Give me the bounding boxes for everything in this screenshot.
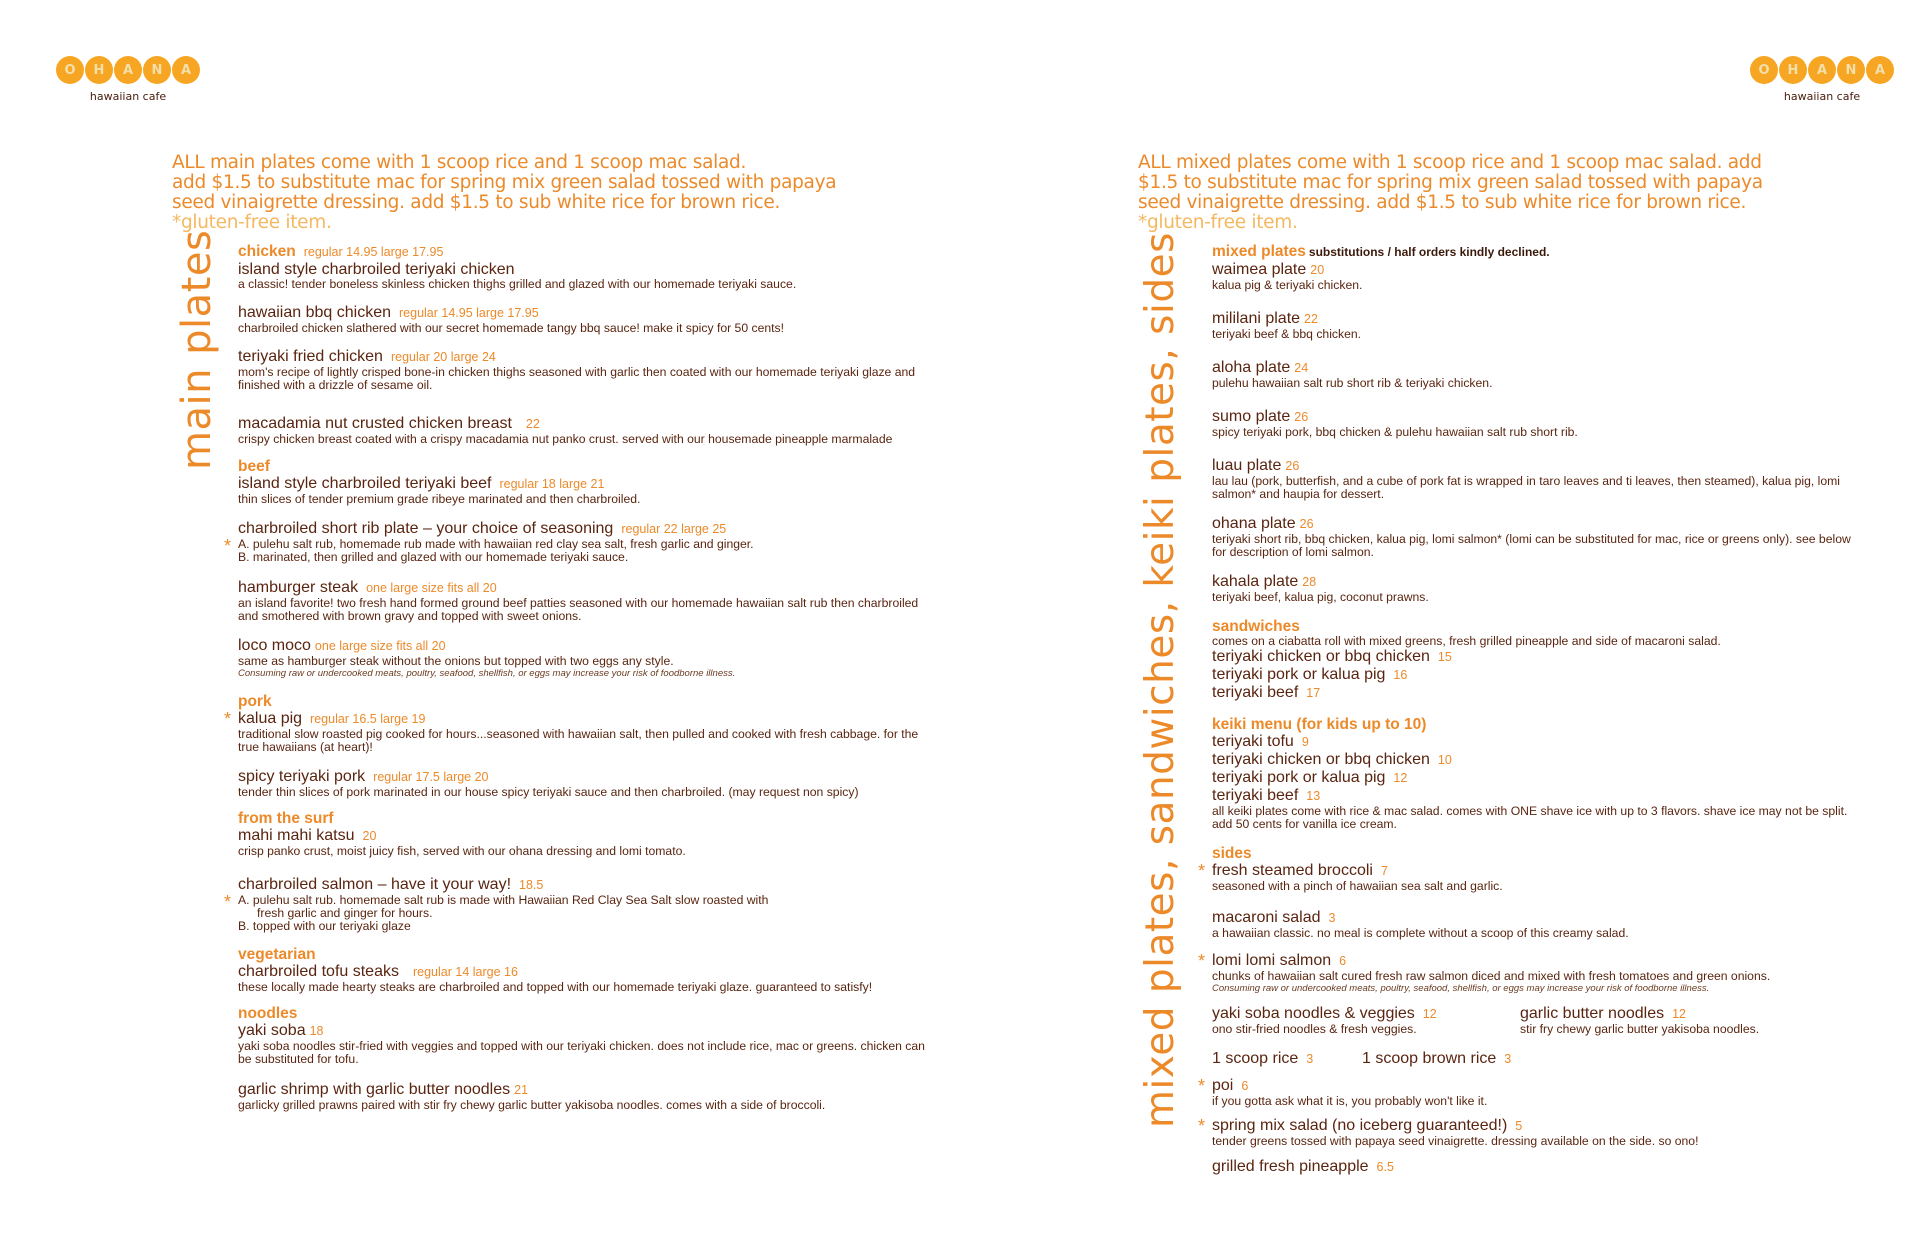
item-desc: these locally made hearty steaks are charbroiled and topped with our homemade teriyaki glaze. guaranteed to satisfy! <box>238 980 873 994</box>
item-price: 28 <box>1302 575 1317 589</box>
main-plates-vertical-title: main plates <box>174 229 220 470</box>
logo-letter: H <box>1779 56 1807 84</box>
item-desc: charbroiled chicken slathered with our secret homemade tangy bbq sauce! make it spicy for 50 cents! <box>238 321 785 335</box>
item-desc: garlicky grilled prawns paired with stir fry chewy garlic butter yakisoba noodles. comes with a side of broccoli. <box>238 1098 826 1112</box>
item-price: 22 <box>525 417 540 431</box>
section-sides: sides <box>1212 845 1252 862</box>
menu-item <box>1212 1005 1520 1036</box>
menu-item <box>238 963 928 994</box>
sides-row <box>1212 1050 1862 1068</box>
menu-item <box>224 709 928 754</box>
intro-line: ALL mixed plates come with 1 scoop rice and 1 scoop mac salad. add <box>1138 152 1762 173</box>
section-desc: all keiki plates come with rice & mac salad. comes with ONE shave ice with up to 3 flavors. shave ice may not be split. add 50 cents for vanilla ice cream. <box>1212 804 1848 831</box>
item-desc: crisp panko crust, moist juicy fish, served with our ohana dressing and lomi tomato. <box>238 844 686 858</box>
item-name: luau plate <box>1212 457 1282 474</box>
item-name: island style charbroiled teriyaki beef <box>238 475 492 492</box>
item-name: ohana plate <box>1212 515 1296 532</box>
item-desc: ono stir-fried noodles & fresh veggies. <box>1212 1022 1417 1036</box>
item-price: 24 <box>1294 361 1309 375</box>
ohana-logo-right <box>1750 56 1894 103</box>
item-desc: yaki soba noodles stir-fried with veggies and topped with our teriyaki chicken. does not include rice, mac or greens. chicken can be substituted for tofu. <box>238 1039 925 1066</box>
logo-letters <box>56 56 200 84</box>
item-price: 12 <box>1672 1007 1686 1021</box>
menu-item <box>1212 310 1862 341</box>
menu-item <box>1212 359 1862 390</box>
section-keiki-menu: keiki menu (for kids up to 10) <box>1212 716 1427 733</box>
logo-letter: A <box>114 56 142 84</box>
item-desc: B. marinated, then grilled and glazed with our homemade teriyaki sauce. <box>238 550 629 564</box>
item-desc: seasoned with a pinch of hawaiian sea salt and garlic. <box>1212 879 1503 893</box>
menu-item <box>224 520 928 564</box>
mixed-plates-vertical-title: mixed plates, sandwiches, keiki plates, sides <box>1138 232 1183 1128</box>
menu-item <box>1212 573 1862 604</box>
item-price: 16 <box>1393 668 1408 682</box>
item-name: aloha plate <box>1212 359 1291 376</box>
section-mixed-plates <box>1212 243 1862 261</box>
item-name: kahala plate <box>1212 573 1299 590</box>
section-beef: beef <box>238 458 270 475</box>
item-price: 10 <box>1437 753 1452 767</box>
section-title: mixed plates <box>1212 243 1306 260</box>
logo-letters <box>1750 56 1894 84</box>
item-price: 9 <box>1301 735 1309 749</box>
item-price: 18 <box>309 1024 324 1038</box>
intro-line: seed vinaigrette dressing. add $1.5 to sub white rice for brown rice. <box>172 192 781 213</box>
item-name: charbroiled salmon – have it your way! <box>238 876 512 893</box>
ohana-logo-left <box>56 56 200 103</box>
item-price: 3 <box>1328 911 1336 925</box>
gluten-free-star-icon: * <box>1198 861 1206 881</box>
logo-letter: A <box>172 56 200 84</box>
menu-item <box>238 1081 928 1112</box>
item-desc: chunks of hawaiian salt cured fresh raw salmon diced and mixed with fresh tomatoes and green onions. <box>1212 969 1771 983</box>
section-vegetarian: vegetarian <box>238 946 316 963</box>
item-price: 26 <box>1294 410 1309 424</box>
item-desc: A. pulehu salt rub, homemade rub made with hawaiian red clay sea salt, fresh garlic and ginger. <box>238 537 754 551</box>
item-name: waimea plate <box>1212 261 1307 278</box>
item-price: 12 <box>1393 771 1408 785</box>
item-price: regular 16.5 large 19 <box>310 712 426 726</box>
item-price: 17 <box>1306 686 1321 700</box>
menu-item <box>1212 261 1862 292</box>
item-desc: same as hamburger steak without the onions but topped with two eggs any style. <box>238 654 674 668</box>
item-desc: mom's recipe of lightly crisped bone-in chicken thighs seasoned with garlic then coated with our homemade teriyaki glaze and finished with a drizzle of sesame oil. <box>238 365 916 392</box>
menu-item <box>238 348 928 392</box>
item-name: sumo plate <box>1212 408 1291 425</box>
menu-item <box>1198 861 1862 893</box>
section-from-the-surf: from the surf <box>238 810 334 827</box>
gluten-free-star-icon: * <box>1198 1116 1206 1136</box>
logo-letter: N <box>143 56 171 84</box>
item-name: charbroiled short rib plate – your choice of seasoning <box>238 520 614 537</box>
menu-item <box>238 579 928 623</box>
mixed-plates-intro <box>1138 153 1838 233</box>
item-name: teriyaki pork or kalua pig <box>1212 769 1386 786</box>
item-price: regular 14.95 large 17.95 <box>399 306 539 320</box>
item-name: poi <box>1212 1077 1234 1094</box>
menu-item <box>1212 751 1862 769</box>
item-price: 20 <box>362 829 377 843</box>
foodborne-warning: Consuming raw or undercooked meats, poultry, seafood, shellfish, or eggs may increase your risk of foodborne illness. <box>238 668 736 679</box>
item-price: 6 <box>1339 954 1347 968</box>
menu-item <box>1212 457 1862 501</box>
section-note: substitutions / half orders kindly declined. <box>1308 245 1550 259</box>
menu-item <box>238 261 928 291</box>
item-desc: teriyaki beef & bbq chicken. <box>1212 327 1362 341</box>
item-name: yaki soba <box>238 1022 306 1039</box>
item-name: macaroni salad <box>1212 909 1321 926</box>
item-desc: teriyaki beef, kalua pig, coconut prawns. <box>1212 590 1429 604</box>
item-price: regular 14 large 16 <box>412 965 518 979</box>
menu-item <box>1520 1005 1759 1036</box>
section-prices: regular 14.95 large 17.95 <box>303 245 444 259</box>
item-name: spicy teriyaki pork <box>238 768 366 785</box>
item-price: 13 <box>1306 789 1321 803</box>
item-desc: crispy chicken breast coated with a crispy macadamia nut panko crust. served with our housemade pineapple marmalade <box>238 432 893 446</box>
menu-item <box>1212 408 1862 439</box>
item-price: 18.5 <box>519 878 544 892</box>
item-price: one large size fits all 20 <box>366 581 497 595</box>
item-price: 20 <box>1310 263 1325 277</box>
logo-letter: A <box>1808 56 1836 84</box>
gluten-free-star-icon: * <box>224 709 232 729</box>
item-desc: lau lau (pork, butterfish, and a cube of pork fat is wrapped in taro leaves and ti leaves, then steamed), kalua pig, lomi salmon* and haupia for dessert. <box>1212 474 1841 501</box>
item-name: charbroiled tofu steaks <box>238 963 399 980</box>
menu-item <box>238 1022 928 1066</box>
item-price: 21 <box>514 1083 529 1097</box>
intro-line: add $1.5 to substitute mac for spring mix green salad tossed with papaya <box>172 172 837 193</box>
intro-line: $1.5 to substitute mac for spring mix green salad tossed with papaya <box>1138 172 1763 193</box>
gluten-free-star-icon: * <box>1198 1076 1206 1096</box>
item-name: loco moco <box>238 637 311 654</box>
menu-item <box>238 827 928 858</box>
item-name: mahi mahi katsu <box>238 827 355 844</box>
item-name: spring mix salad (no iceberg guaranteed!) <box>1212 1117 1508 1134</box>
logo-letter: O <box>1750 56 1778 84</box>
item-price: 15 <box>1437 650 1452 664</box>
item-price: 26 <box>1299 517 1314 531</box>
item-desc: traditional slow roasted pig cooked for hours...seasoned with hawaiian salt, then pulled and cooked with fresh cabbage. for the true hawaiians (at heart)! <box>238 727 919 754</box>
menu-item <box>238 475 928 506</box>
menu-item <box>238 415 928 446</box>
item-desc: spicy teriyaki pork, bbq chicken & pulehu hawaiian salt rub short rib. <box>1212 425 1578 439</box>
item-desc: B. topped with our teriyaki glaze <box>238 919 411 933</box>
item-price: regular 17.5 large 20 <box>373 770 489 784</box>
logo-letter: N <box>1837 56 1865 84</box>
logo-subtitle: hawaiian cafe <box>1783 90 1861 103</box>
item-desc: pulehu hawaiian salt rub short rib & teriyaki chicken. <box>1212 376 1493 390</box>
sides-row <box>1212 1005 1862 1036</box>
item-price: 22 <box>1304 312 1318 326</box>
item-name: teriyaki pork or kalua pig <box>1212 666 1386 683</box>
item-name: island style charbroiled teriyaki chicken <box>238 261 515 278</box>
item-name: hawaiian bbq chicken <box>238 304 391 321</box>
item-desc: fresh garlic and ginger for hours. <box>257 906 433 920</box>
item-desc: tender greens tossed with papaya seed vinaigrette. dressing available on the side. so ono! <box>1212 1134 1699 1148</box>
item-name: teriyaki chicken or bbq chicken <box>1212 648 1430 665</box>
menu-item <box>238 768 928 799</box>
item-name: teriyaki beef <box>1212 787 1299 804</box>
menu-item <box>238 304 928 335</box>
logo-letter: H <box>85 56 113 84</box>
item-price: regular 18 large 21 <box>499 477 605 491</box>
item-desc: an island favorite! two fresh hand formed ground beef patties seasoned with our homemade hawaiian salt rub then charbroiled and smothered with brown gravy and topped with sweet onions. <box>238 596 919 623</box>
item-desc: A. pulehu salt rub. homemade salt rub is made with Hawaiian Red Clay Sea Salt slow roasted with <box>238 893 769 907</box>
item-price: 5 <box>1515 1119 1523 1133</box>
item-price: 3 <box>1504 1052 1512 1066</box>
item-desc: a classic! tender boneless skinless chicken thighs grilled and glazed with our homemade teriyaki sauce. <box>238 277 797 291</box>
menu-item <box>224 876 928 933</box>
gluten-free-star-icon: * <box>1198 951 1206 971</box>
item-desc: if you gotta ask what it is, you probably won't like it. <box>1212 1094 1488 1108</box>
item-desc: tender thin slices of pork marinated in our house spicy teriyaki sauce and then charbroiled. (may request non spicy) <box>238 785 859 799</box>
item-desc: thin slices of tender premium grade ribeye marinated and then charbroiled. <box>238 492 641 506</box>
menu-item <box>1212 684 1862 702</box>
main-plates-column <box>224 243 928 1112</box>
menu-item <box>1212 515 1862 559</box>
section-pork: pork <box>238 693 272 710</box>
menu-item <box>1198 1116 1862 1148</box>
item-price: regular 22 large 25 <box>621 522 727 536</box>
item-price: 6 <box>1241 1079 1249 1093</box>
item-name: teriyaki beef <box>1212 684 1299 701</box>
gluten-free-star-icon: * <box>224 892 232 912</box>
menu-item <box>1212 648 1862 666</box>
item-price: one large size fits all 20 <box>314 639 446 653</box>
item-price: 7 <box>1380 864 1388 878</box>
menu-item <box>238 637 928 680</box>
item-desc: a hawaiian classic. no meal is complete without a scoop of this creamy salad. <box>1212 926 1629 940</box>
menu-item <box>1362 1050 1511 1068</box>
item-name: kalua pig <box>238 710 303 727</box>
item-price: 3 <box>1306 1052 1314 1066</box>
logo-subtitle: hawaiian cafe <box>89 90 167 103</box>
menu-item <box>1212 666 1862 684</box>
gluten-free-note: *gluten-free item. <box>172 212 332 233</box>
item-name: teriyaki tofu <box>1212 733 1294 750</box>
item-price: 6.5 <box>1376 1160 1394 1174</box>
item-desc: stir fry chewy garlic butter yakisoba noodles. <box>1520 1022 1760 1036</box>
item-price: 26 <box>1285 459 1300 473</box>
item-name: fresh steamed broccoli <box>1212 862 1373 879</box>
intro-line: seed vinaigrette dressing. add $1.5 to sub white rice for brown rice. <box>1138 192 1747 213</box>
item-name: macadamia nut crusted chicken breast <box>238 415 512 432</box>
section-title: chicken <box>238 243 296 260</box>
logo-letter: A <box>1866 56 1894 84</box>
section-desc: comes on a ciabatta roll with mixed greens, fresh grilled pineapple and side of macaroni salad. <box>1212 634 1721 648</box>
item-name: 1 scoop brown rice <box>1362 1050 1497 1067</box>
menu-item <box>1212 769 1862 787</box>
item-price: regular 20 large 24 <box>390 350 496 364</box>
item-name: garlic shrimp with garlic butter noodles <box>238 1081 511 1098</box>
main-plates-intro <box>172 153 872 233</box>
menu-item <box>1212 733 1862 751</box>
menu-item <box>1198 1076 1862 1108</box>
section-chicken <box>238 243 928 261</box>
foodborne-warning: Consuming raw or undercooked meats, poultry, seafood, shellfish, or eggs may increase your risk of foodborne illness. <box>1212 983 1710 994</box>
gluten-free-note: *gluten-free item. <box>1138 212 1298 233</box>
section-noodles: noodles <box>238 1005 298 1022</box>
item-name: hamburger steak <box>238 579 359 596</box>
menu-item <box>1212 909 1862 940</box>
item-name: 1 scoop rice <box>1212 1050 1299 1067</box>
menu-item <box>1212 1050 1362 1068</box>
item-name: grilled fresh pineapple <box>1212 1158 1369 1175</box>
gluten-free-star-icon: * <box>224 536 232 556</box>
item-price: 12 <box>1422 1007 1437 1021</box>
item-desc: teriyaki short rib, bbq chicken, kalua pig, lomi salmon* (lomi can be substituted for mac, rice or greens only). see below for description of lomi salmon. <box>1212 532 1851 559</box>
menu-item <box>1212 787 1862 805</box>
item-name: mililani plate <box>1212 310 1301 327</box>
item-desc: kalua pig & teriyaki chicken. <box>1212 278 1363 292</box>
item-name: garlic butter noodles <box>1520 1005 1665 1022</box>
item-name: lomi lomi salmon <box>1212 952 1332 969</box>
menu-item <box>1212 1158 1862 1176</box>
item-name: teriyaki chicken or bbq chicken <box>1212 751 1430 768</box>
menu-item <box>1198 951 1862 995</box>
item-name: teriyaki fried chicken <box>238 348 383 365</box>
item-name: yaki soba noodles & veggies <box>1212 1005 1415 1022</box>
logo-letter: O <box>56 56 84 84</box>
intro-line: ALL main plates come with 1 scoop rice and 1 scoop mac salad. <box>172 152 747 173</box>
mixed-plates-column <box>1198 243 1862 1176</box>
section-sandwiches: sandwiches <box>1212 618 1300 635</box>
